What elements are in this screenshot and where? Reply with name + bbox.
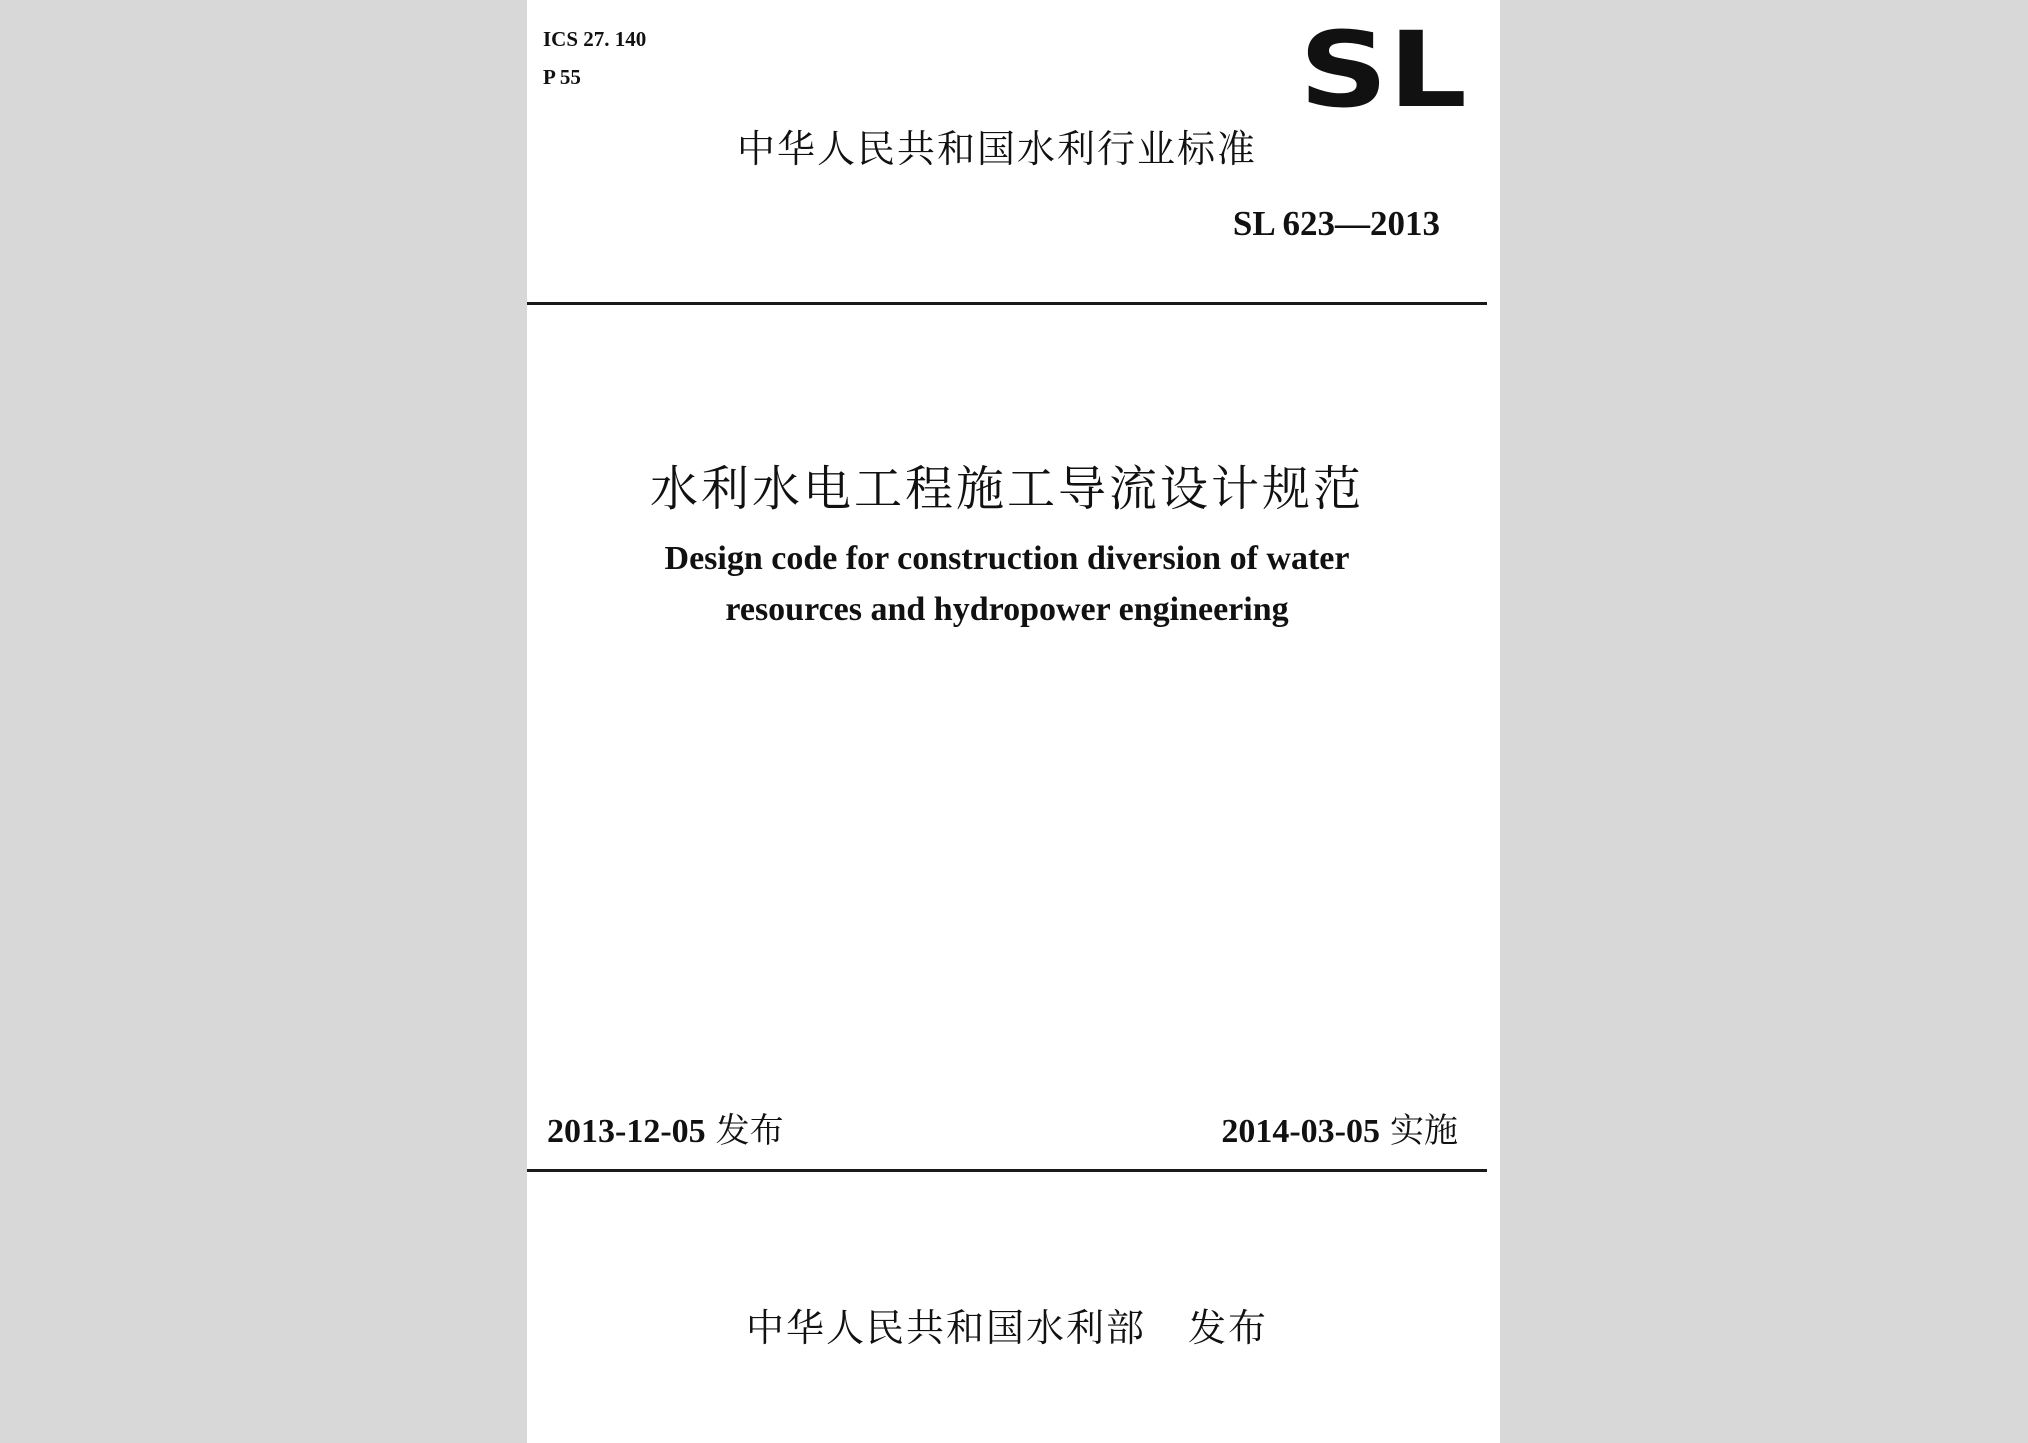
ics-code: ICS 27. 140 — [543, 27, 647, 51]
classification-code: P 55 — [543, 65, 581, 89]
publisher-name: 中华人民共和国水利部 — [745, 1306, 1146, 1350]
standard-code: SL 623—2013 — [1232, 204, 1440, 243]
title-english-line-1: Design code for construction diversion of water — [664, 540, 1350, 577]
title-english-line-2: resources and hydropower engineering — [725, 591, 1289, 628]
implementation-date-value: 2014-03-05 — [1221, 1113, 1380, 1150]
sl-logo-text: SL — [1299, 22, 1467, 114]
release-date — [547, 1103, 784, 1152]
release-label: 发布 — [715, 1111, 784, 1151]
industry-standard-heading: 中华人民共和国水利行业标准 — [737, 127, 1258, 171]
implementation-label: 实施 — [1390, 1111, 1458, 1151]
implementation-date — [1221, 1103, 1458, 1152]
bottom-divider — [527, 1169, 1487, 1172]
publisher-label: 发布 — [1188, 1306, 1269, 1350]
sl-logo — [1297, 22, 1469, 114]
top-divider — [527, 302, 1487, 305]
title-english — [527, 533, 1487, 635]
release-date-value: 2013-12-05 — [547, 1113, 706, 1150]
title-chinese: 水利水电工程施工导流设计规范 — [649, 461, 1364, 517]
publisher-line — [527, 1297, 1487, 1352]
standard-cover-page — [527, 0, 1500, 1443]
classification-block — [543, 20, 646, 96]
